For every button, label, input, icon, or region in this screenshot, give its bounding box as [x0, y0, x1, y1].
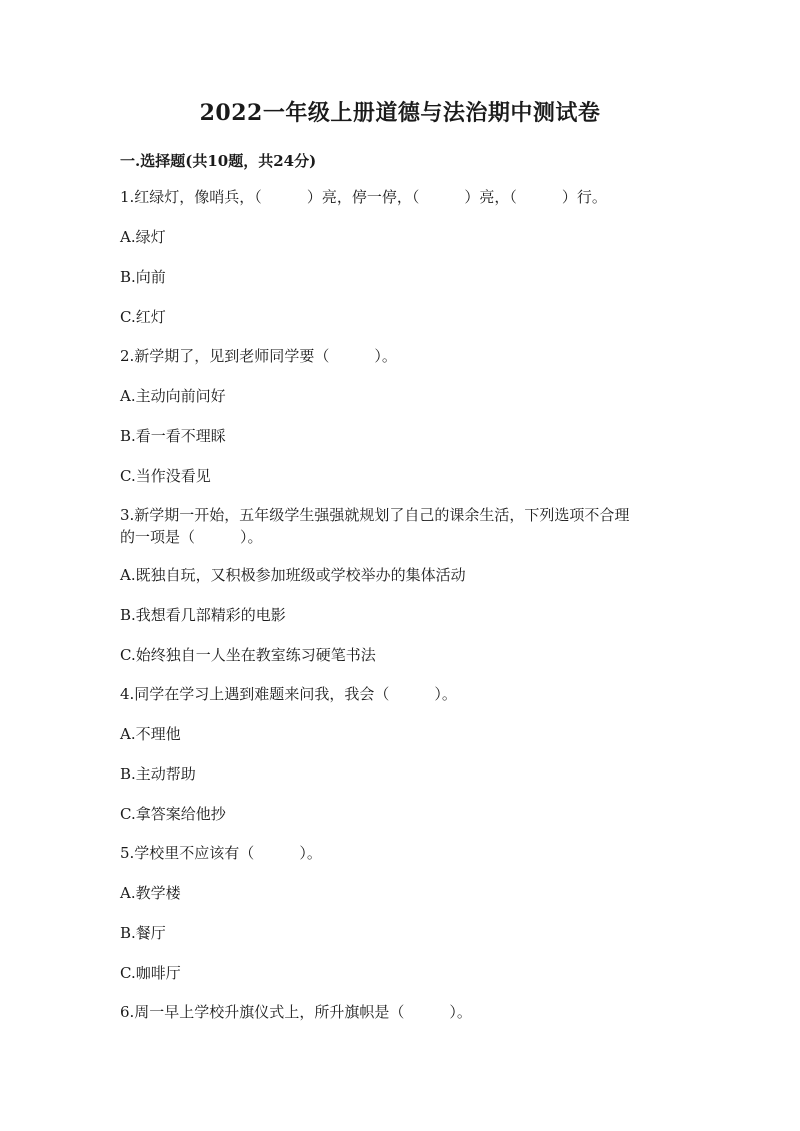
question-1-option-b: B.向前 [120, 268, 166, 286]
question-4-option-a: A.不理他 [120, 725, 181, 743]
question-2-option-b: B.看一看不理睬 [120, 427, 226, 445]
question-4-option-c: C.拿答案给他抄 [120, 805, 226, 823]
question-4-stem: 4.同学在学习上遇到难题来问我，我会（ ）。 [120, 685, 457, 703]
question-5-option-b: B.餐厅 [120, 924, 166, 942]
question-5-option-a: A.教学楼 [120, 884, 181, 902]
question-3-option-c: C.始终独自一人坐在教室练习硬笔书法 [120, 646, 376, 664]
question-5-stem: 5.学校里不应该有（ ）。 [120, 844, 322, 862]
question-1-option-c: C.红灯 [120, 308, 166, 326]
section-heading: 一.选择题(共10题，共24分) [120, 152, 317, 170]
question-3-stem-line-1: 3.新学期一开始，五年级学生强强就规划了自己的课余生活，下列选项不合理 [120, 506, 630, 524]
question-4-option-b: B.主动帮助 [120, 765, 196, 783]
question-6-stem: 6.周一早上学校升旗仪式上，所升旗帜是（ ）。 [120, 1003, 472, 1021]
question-3-stem-line-2: 的一项是（ ）。 [120, 528, 263, 546]
question-1-option-a: A.绿灯 [120, 228, 166, 246]
question-2-option-a: A.主动向前问好 [120, 387, 226, 405]
question-5-option-c: C.咖啡厅 [120, 964, 181, 982]
question-2-stem: 2.新学期了，见到老师同学要（ ）。 [120, 347, 397, 365]
question-2-option-c: C.当作没看见 [120, 467, 211, 485]
question-3-option-b: B.我想看几部精彩的电影 [120, 606, 286, 624]
question-1-stem: 1.红绿灯，像哨兵，（ ）亮，停一停，（ ）亮，（ ）行。 [120, 188, 607, 206]
exam-title: 2022一年级上册道德与法治期中测试卷 [199, 100, 601, 126]
question-3-option-a: A.既独自玩，又积极参加班级或学校举办的集体活动 [120, 566, 466, 584]
